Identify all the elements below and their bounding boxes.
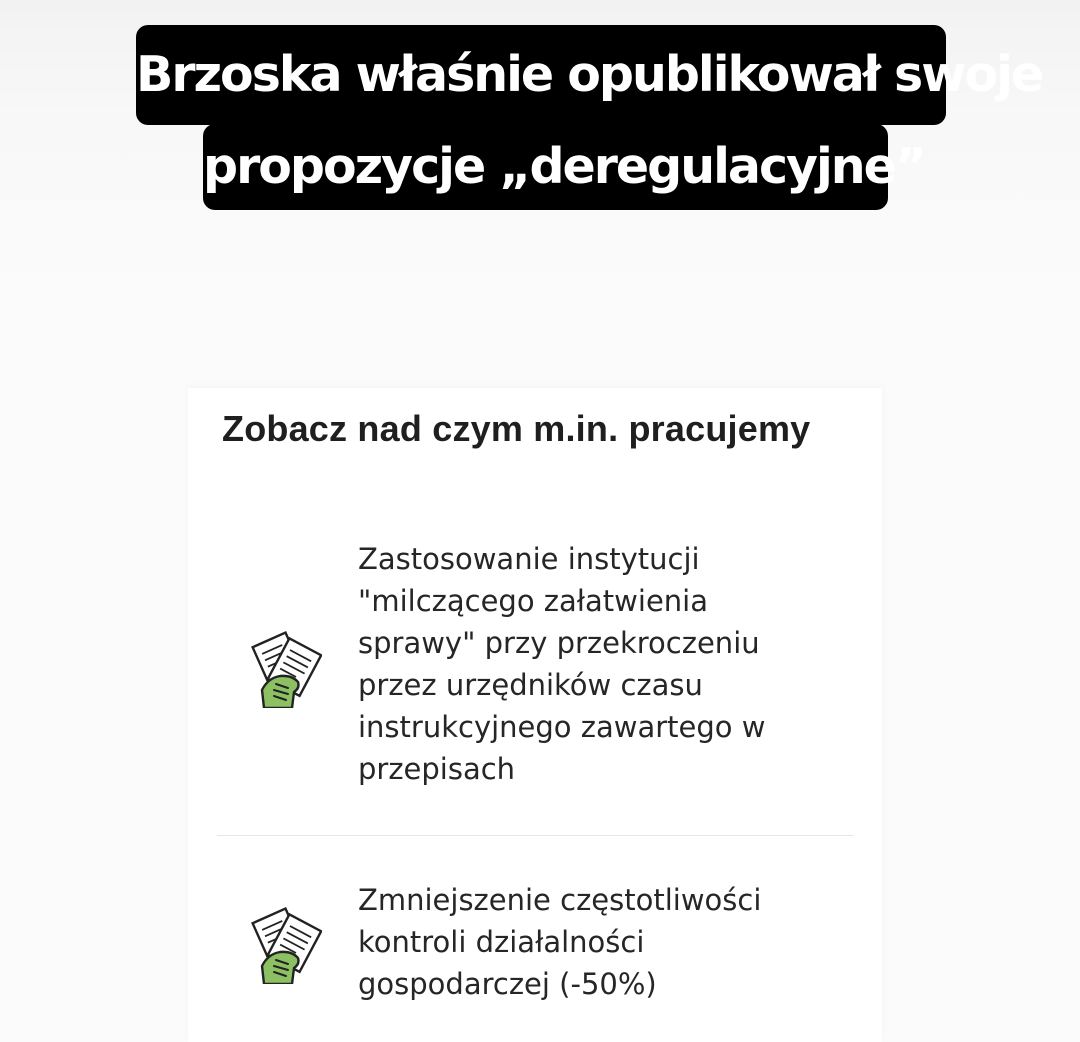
item-text-line: sprawy" przy przekroczeniu (358, 626, 760, 660)
item-description (358, 879, 818, 1005)
item-text-line: kontroli działalności (358, 925, 645, 959)
item-divider (217, 835, 854, 836)
item-text-line: przepisach (358, 752, 516, 786)
item-text-line: gospodarczej (-50%) (358, 967, 657, 1001)
item-text-line: instrukcyjnego zawartego w (358, 710, 766, 744)
item-text-line: przez urzędników czasu (358, 668, 703, 702)
documents-hand-icon (242, 904, 322, 984)
item-description (358, 538, 818, 790)
item-text-line: "milczącego załatwienia (358, 584, 708, 618)
caption-line-2: propozycje „deregulacyjne” (203, 124, 888, 210)
content-card (188, 388, 882, 1042)
caption-line-1: Brzoska właśnie opublikował swoje (136, 25, 946, 125)
card-title: Zobacz nad czym m.in. pracujemy (222, 408, 811, 449)
item-text-line: Zmniejszenie częstotliwości (358, 883, 762, 917)
documents-hand-icon (242, 628, 322, 708)
item-text-line: Zastosowanie instytucji (358, 542, 700, 576)
